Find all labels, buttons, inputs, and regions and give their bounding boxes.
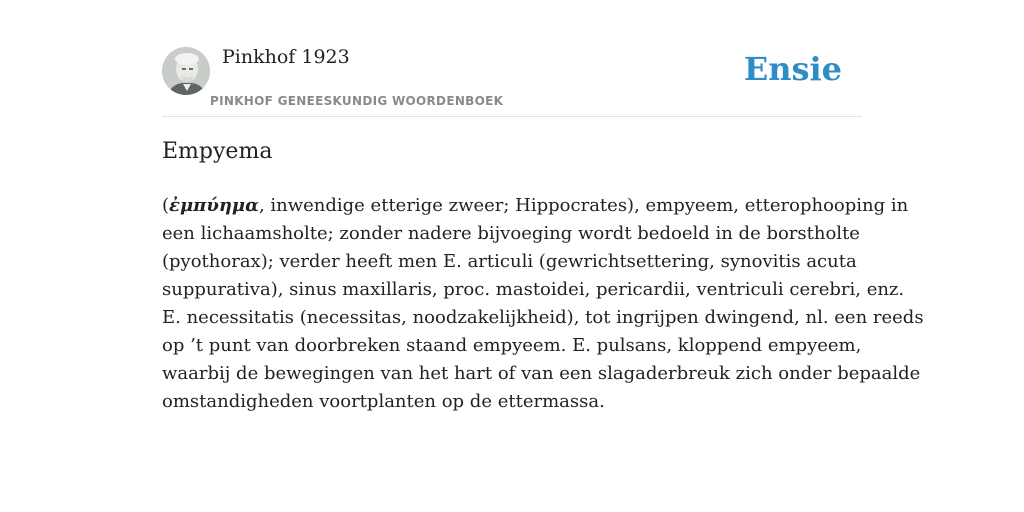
definition-line: omstandigheden voortplanten op de ettermassa. (162, 391, 605, 412)
greek-term: ἐμπύημα (169, 195, 259, 216)
source-name-link[interactable]: Pinkhof 1923 (222, 46, 350, 68)
definition-text: , inwendige etterige zweer; Hippocrates), empyeem, etterophooping in (258, 195, 909, 216)
definition-line: op ’t punt van doorbreken staand empyeem. E. pulsans, kloppend empyeem, (162, 335, 862, 356)
portrait-image (162, 47, 210, 95)
author-portrait[interactable] (162, 47, 210, 95)
source-subtitle: PINKHOF GENEESKUNDIG WOORDENBOEK (210, 94, 504, 108)
source-header (162, 44, 862, 117)
definition-line: (ἐμπύημα, inwendige etterige zweer; Hippocrates), empyeem, etterophooping in (162, 195, 909, 216)
ensie-logo-link[interactable]: Ensie (743, 50, 842, 88)
definition-line: E. necessitatis (necessitas, noodzakelijkheid), tot ingrijpen dwingend, nl. een reeds (162, 307, 924, 328)
definition-line: waarbij de bewegingen van het hart of van een slagaderbreuk zich onder bepaalde (162, 363, 921, 384)
definition-line: (pyothorax); verder heeft men E. articuli (gewrichtsettering, synovitis acuta (162, 251, 857, 272)
definition-line: een lichaamsholte; zonder nadere bijvoeging wordt bedoeld in de borstholte (162, 223, 860, 244)
entry-definition (162, 192, 924, 416)
definition-line: suppurativa), sinus maxillaris, proc. mastoidei, pericardii, ventriculi cerebri, enz. (162, 279, 905, 300)
entry-title: Empyema (162, 139, 273, 164)
